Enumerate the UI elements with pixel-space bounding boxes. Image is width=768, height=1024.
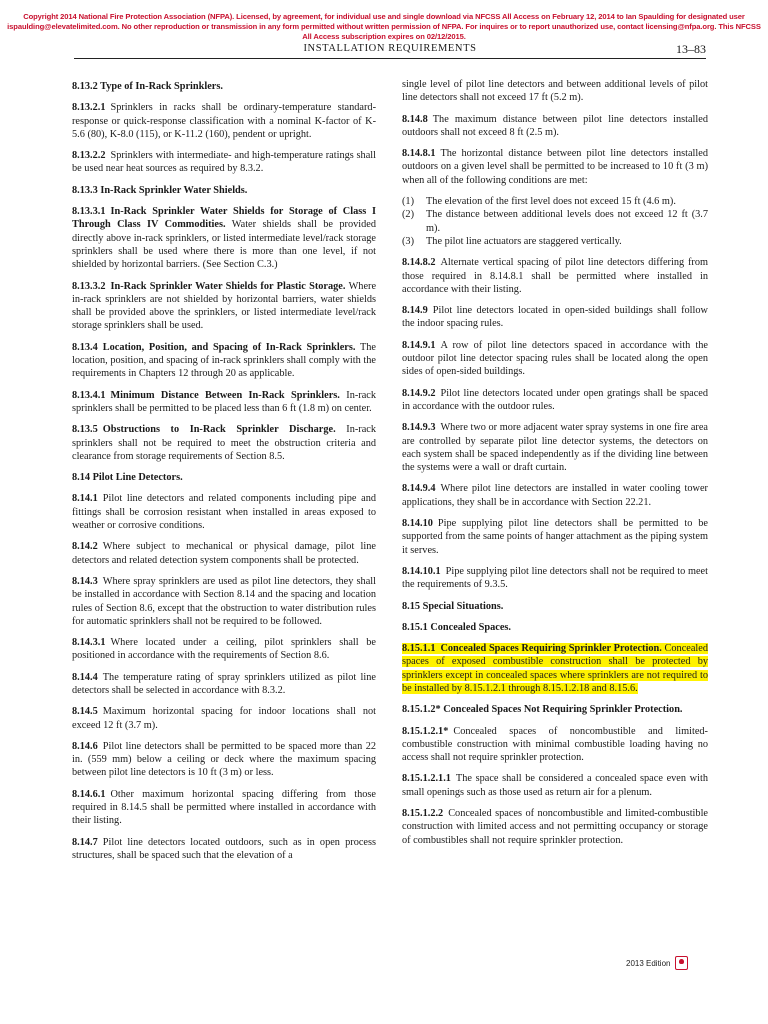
paragraph-body: [402, 79, 708, 103]
paragraph: [72, 149, 376, 176]
paragraph: [72, 389, 376, 416]
paragraph-text: Other maximum horizontal spacing differing from those required in 8.14.5 shall be permitted where installed in accordance with their listing.: [72, 788, 376, 827]
section-number: 8.13.2.1: [72, 102, 106, 114]
paragraph-text: Where two or more adjacent water spray systems in one fire area are controlled by separate pilot line detector systems, the detectors on each system shall be spaced independently as if the dividing line between the systems were a wall or draft curtain.: [402, 422, 708, 474]
header-title: INSTALLATION REQUIREMENTS: [303, 43, 477, 54]
paragraph: [72, 205, 376, 271]
section-title: Concealed Spaces Requiring Sprinkler Protection.: [440, 643, 662, 655]
paragraph-text: Pilot line detectors shall be permitted to be spaced more than 22 in. (559 mm) below a ceiling or deck where the maximum spacing between pilot line detectors is 10 ft (3 m) or less.: [72, 740, 376, 779]
section-number: 8.14.8.2: [402, 257, 436, 269]
paragraph: [402, 517, 708, 557]
running-header: [74, 42, 706, 59]
paragraph: [402, 113, 708, 140]
paragraph-body: [72, 390, 376, 414]
paragraph-text: Sprinklers with intermediate- and high-temperature ratings shall be used near heat sources as required by 8.3.2.: [72, 150, 376, 175]
condition-list: [402, 195, 708, 248]
paragraph-body: [402, 422, 708, 473]
paragraph-body: [72, 281, 376, 332]
section-number: 8.15.1.2.1.1: [402, 773, 451, 785]
section-number: 8.15.1.1: [402, 643, 436, 655]
paragraph: [72, 423, 376, 463]
paragraph-body: [402, 773, 708, 797]
paragraph-text: Concealed spaces of noncombustible and limited-combustible construction with limited access and not permitting occupancy or storage of combustibles shall not require sprinkler protection.: [402, 808, 708, 846]
list-number: (1): [402, 196, 415, 208]
paragraph-body: [72, 741, 376, 779]
section-number: 8.14.10: [402, 518, 433, 530]
paragraph-text: Pilot line detectors located in open-sided buildings shall follow the indoor spacing rules.: [402, 305, 708, 330]
paragraph-text: The temperature rating of spray sprinklers utilized as pilot line detectors shall be selected in accordance with 8.3.2.: [72, 671, 376, 696]
section-heading: 8.15.1 Concealed Spaces.: [402, 621, 511, 633]
paragraph: [402, 642, 708, 695]
paragraph: [402, 339, 708, 379]
paragraph-body: [72, 424, 376, 462]
paragraph: [72, 740, 376, 780]
section-number: 8.13.3.2: [72, 280, 106, 292]
paragraph: [72, 101, 376, 141]
section-number: 8.14.9: [402, 305, 428, 317]
section-number: 8.14.9.2: [402, 387, 436, 399]
paragraph-text: Pilot line detectors and related components including pipe and fittings shall be corrosion resistant when installed in areas exposed to weather or corrosive conditions.: [72, 493, 376, 532]
paragraph-body: [402, 114, 708, 138]
paragraph-body: [402, 257, 708, 295]
section-heading: 8.14 Pilot Line Detectors.: [72, 472, 183, 484]
list-item: [402, 235, 708, 248]
section-number: 8.14.3: [72, 575, 98, 587]
section-number: 8.14.2: [72, 541, 98, 553]
paragraph-body: [402, 388, 708, 412]
section-number: 8.14.6: [72, 740, 98, 752]
section-number: 8.14.9.4: [402, 483, 436, 495]
list-text: The elevation of the first level does not exceed 15 ft (4.6 m).: [426, 196, 676, 208]
paragraph: [402, 807, 708, 847]
edition-label: 2013 Edition: [626, 958, 671, 968]
paragraph: [402, 421, 708, 474]
list-text: The pilot line actuators are staggered vertically.: [426, 235, 622, 247]
paragraph: [402, 725, 708, 765]
section-number: 8.13.4.1: [72, 389, 106, 401]
page-number: 13–83: [676, 42, 706, 56]
paragraph-body: [402, 305, 708, 329]
paragraph-text: Where spray sprinklers are used as pilot line detectors, they shall be installed in accordance with Section 8.14 and the spacing and location rules of Section 8.6, except that the obstruction to water distribution rules for automatic sprinklers shall not be required to be followed.: [72, 575, 376, 627]
list-item: [402, 208, 708, 235]
paragraph: [402, 304, 708, 331]
list-item: [402, 195, 708, 208]
copyright-notice: Copyright 2014 National Fire Protection Association (NFPA). Licensed, by agreement, for individual use and single download via NFCSS All Access on February 12, 2014 to Ian Spaulding for designated user ispaulding@elevatelimited.com. No other reproduction or transmission in any form permitted without written permission of NFPA. For inquires or to report unauthorized use, contact licensing@nfpa.org. This NFCSS All Access subscription expires on 02/12/2015.: [7, 12, 761, 42]
highlighted-text: [402, 643, 708, 694]
section-number: 8.15.1.2.2: [402, 808, 444, 820]
paragraph-body: [72, 837, 376, 861]
paragraph-body: [72, 541, 376, 565]
paragraph-text: Where located under a ceiling, pilot sprinklers shall be positioned in accordance with the requirements of Section 8.6.: [72, 637, 376, 662]
nfpa-logo-icon: [675, 956, 688, 970]
section-title: In-Rack Sprinkler Water Shields for Plastic Storage.: [110, 280, 346, 292]
section-number: 8.13.5: [72, 424, 98, 436]
list-text: The distance between additional levels does not exceed 12 ft (3.7 m).: [426, 209, 708, 234]
paragraph-text: The horizontal distance between pilot line detectors installed outdoors on a given level shall be permitted to be increased to 10 ft (3 m) when all of the following conditions are met:: [402, 148, 708, 186]
paragraph-text: Water shields shall be provided directly above in-rack sprinklers, or listed intermediate level/rack storage sprinklers shall be used where there is more than one level, if not shielded by horizontal barriers. (See Section C.3.): [72, 219, 376, 271]
paragraph-text: Where pilot line detectors are installed in water cooling tower applications, they shall be in accordance with Section 22.21.: [402, 483, 708, 508]
paragraph-text: In-rack sprinklers shall not be required to meet the obstruction criteria and clearance from storage requirements of Section 8.5.: [72, 424, 376, 462]
paragraph-body: [402, 518, 708, 556]
paragraph-text: The maximum distance between pilot line detectors installed outdoors shall not exceed 8 ft (2.5 m).: [402, 113, 708, 138]
paragraph-body: [72, 672, 376, 696]
paragraph: [72, 671, 376, 698]
section-number: 8.14.10.1: [402, 565, 441, 577]
paragraph: [72, 341, 376, 381]
paragraph-body: [402, 483, 708, 507]
paragraph-body: [402, 148, 708, 186]
paragraph: [72, 280, 376, 333]
paragraph: [402, 147, 708, 187]
section-title: In-Rack Sprinkler Water Shields for Storage of Class I Through Class IV Commodities.: [72, 206, 376, 231]
paragraph: [72, 705, 376, 732]
paragraph: [402, 482, 708, 509]
paragraph: [402, 78, 708, 105]
section-number: 8.14.8: [402, 113, 428, 125]
paragraph: [402, 256, 708, 296]
paragraph: [402, 387, 708, 414]
paragraph: [72, 492, 376, 532]
paragraph: [72, 575, 376, 628]
right-column: [402, 78, 708, 855]
paragraph-text: Pilot line detectors located under open gratings shall be spaced in accordance with the outdoor rules.: [402, 387, 708, 412]
section-heading: 8.13.2 Type of In-Rack Sprinklers.: [72, 81, 223, 92]
paragraph-body: [72, 493, 376, 531]
paragraph-text: Sprinklers in racks shall be ordinary-temperature standard-response or quick-response classification with a nominal K-factor of K-5.6 (80), K-8.0 (115), or K-11.2 (160), pendent or upright.: [72, 102, 376, 140]
paragraph: [72, 836, 376, 863]
paragraph-text: Pilot line detectors located outdoors, such as in open process structures, shall be spaced such that the elevation of a: [72, 836, 376, 861]
paragraph-body: [72, 706, 376, 730]
paragraph-body: [402, 340, 708, 378]
section-number: 8.14.5: [72, 706, 98, 718]
section-heading: 8.15 Special Situations.: [402, 600, 504, 612]
section-number: 8.14.6.1: [72, 788, 106, 800]
section-title: Minimum Distance Between In-Rack Sprinklers.: [110, 389, 340, 401]
section-title: Obstructions to In-Rack Sprinkler Discharge.: [102, 424, 336, 436]
paragraph-body: [402, 566, 708, 590]
left-column: [72, 80, 376, 870]
section-number: 8.13.3.1: [72, 206, 106, 218]
section-number: 8.13.2.2: [72, 150, 106, 162]
section-title: Location, Position, and Spacing of In-Rack Sprinklers.: [102, 341, 356, 353]
paragraph-body: [402, 808, 708, 846]
paragraph-body: [72, 206, 376, 270]
paragraph-text: In-rack sprinklers shall be permitted to be placed less than 6 ft (1.8 m) on center.: [72, 389, 376, 414]
paragraph-text: Pipe supplying pilot line detectors shall be permitted to be supported from the same points of hanger attachment as the piping system it serves.: [402, 518, 708, 556]
paragraph-text: A row of pilot line detectors spaced in accordance with the outdoor pilot line detector spacing rules shall be located along the open sides of open-sided buildings.: [402, 339, 708, 378]
list-number: (3): [402, 235, 415, 247]
paragraph: [72, 788, 376, 828]
section-number: 8.14.8.1: [402, 148, 436, 160]
section-number: 8.14.3.1: [72, 637, 106, 649]
section-number: 8.15.1.2.1*: [402, 725, 449, 737]
section-number: 8.13.4: [72, 341, 98, 353]
paragraph: [402, 565, 708, 592]
paragraph: [72, 636, 376, 663]
list-number: (2): [402, 209, 415, 221]
paragraph-body: [402, 726, 708, 764]
paragraph-text: The space shall be considered a concealed space even with small openings such as those used as return air for a plenum.: [402, 773, 708, 798]
paragraph: [402, 772, 708, 799]
section-number: 8.14.7: [72, 836, 98, 848]
paragraph: [72, 540, 376, 567]
page-footer: [626, 956, 688, 970]
paragraph-body: [72, 576, 376, 627]
paragraph-body: [72, 342, 376, 380]
section-heading: 8.13.3 In-Rack Sprinkler Water Shields.: [72, 184, 248, 196]
section-number: 8.14.9.3: [402, 422, 436, 434]
section-number: 8.14.9.1: [402, 339, 436, 351]
section-number: 8.14.4: [72, 671, 98, 683]
paragraph-text: Concealed spaces of noncombustible and limited-combustible construction with minimal combustible loading having no access shall not require sprinkler protection.: [402, 725, 708, 764]
paragraph-body: [72, 789, 376, 827]
paragraph-text: Where in-rack sprinklers are not shielded by horizontal barriers, water shields shall be provided above the sprinklers, or listed intermediate level/rack storage sprinklers shall be used.: [72, 280, 377, 332]
paragraph-body: [72, 150, 376, 174]
section-number: 8.14.1: [72, 493, 98, 505]
paragraph-text: Where subject to mechanical or physical damage, pilot line detectors and related detection system components shall be protected.: [72, 541, 376, 566]
paragraph-text: Alternate vertical spacing of pilot line detectors differing from those required in 8.14.8.1 shall be permitted where installed in accordance with their listing.: [402, 257, 708, 295]
section-heading: 8.15.1.2* Concealed Spaces Not Requiring Sprinkler Protection.: [402, 704, 683, 716]
paragraph-body: [72, 102, 376, 140]
paragraph-text: The location, position, and spacing of in-rack sprinklers shall comply with the requirements in Chapters 12 through 20 as applicable.: [72, 341, 376, 380]
paragraph-text: Maximum horizontal spacing for indoor locations shall not exceed 12 ft (3.7 m).: [72, 706, 376, 731]
paragraph-text: Pipe supplying pilot line detectors shall not be required to meet the requirements of 9.3.5.: [402, 565, 708, 591]
paragraph-body: [72, 637, 376, 661]
paragraph-text: single level of pilot line detectors and between additional levels of pilot line detectors shall not exceed 17 ft (5.2 m).: [402, 79, 708, 104]
paragraph-text: Concealed spaces of exposed combustible construction shall be protected by sprinklers except in concealed spaces where sprinklers are not required to be installed by 8.15.1.2.1 through 8.15.1.2.18 and 8.15.6.: [402, 643, 708, 694]
